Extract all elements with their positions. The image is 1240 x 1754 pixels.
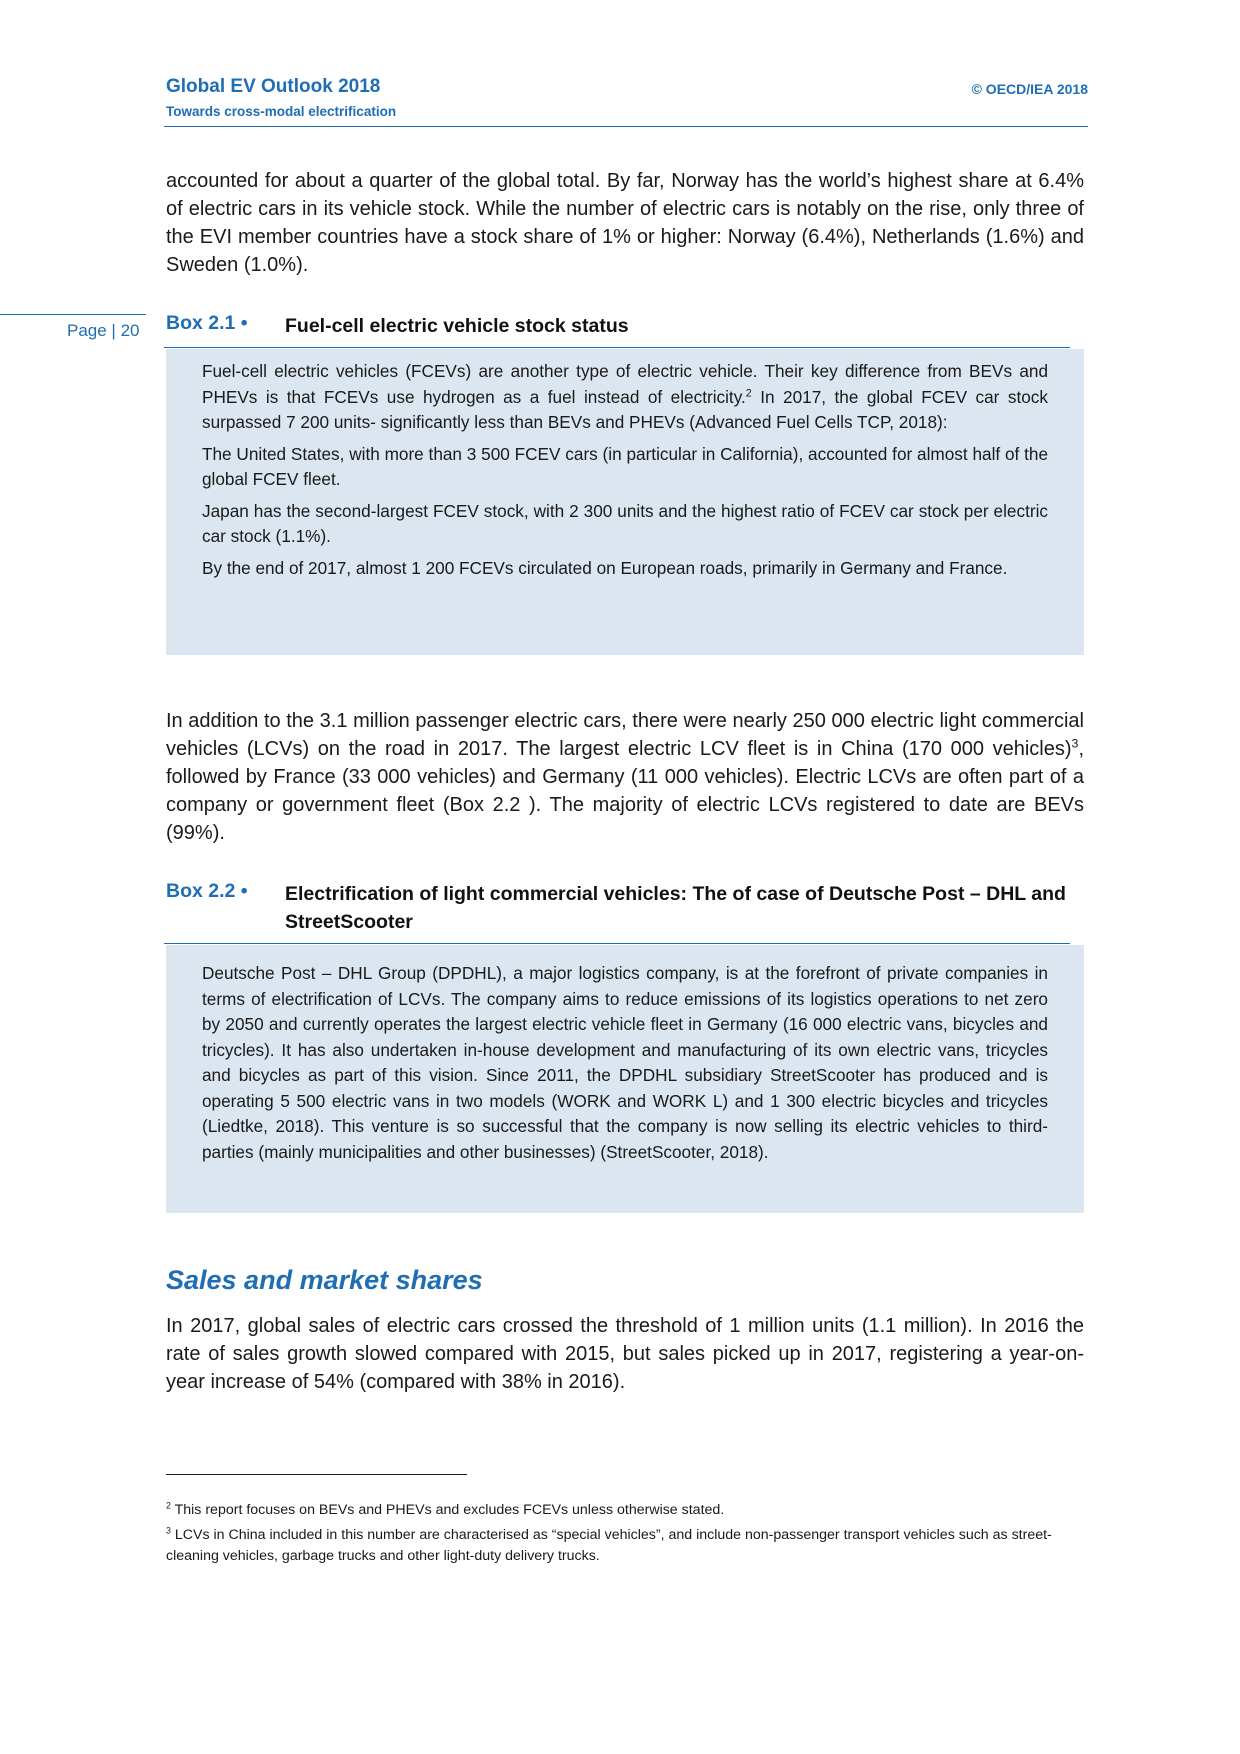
footnote-3-number: 3: [166, 1525, 171, 1536]
copyright-notice: © OECD/IEA 2018: [971, 81, 1088, 97]
box-2-2-body: [202, 961, 1048, 1171]
document-subtitle: Towards cross-modal electrification: [166, 104, 397, 119]
footnote-2: [166, 1500, 1084, 1521]
box-2-2-rule: [164, 943, 1070, 944]
document-title: Global EV Outlook 2018: [166, 76, 381, 97]
box-2-1-rule: [164, 347, 1070, 348]
paragraph-lcv: [166, 707, 1084, 847]
section-heading: Sales and market shares: [166, 1265, 483, 1295]
footnote-divider: [166, 1474, 467, 1475]
paragraph-sales: In 2017, global sales of electric cars crossed the threshold of 1 million units (1.1 million). In 2016 the rate of sales growth slowed compared with 2015, but sales picked up in 2017, registering a year-on-year increase of 54% (compared with 38% in 2016).: [166, 1315, 1084, 1393]
box-2-1-p1a: Fuel-cell electric vehicles (FCEVs) are another type of electric vehicle. Their key difference from BEVs and PHEVs is that FCEVs use hydrogen as a fuel instead of electricity.: [202, 361, 1048, 407]
page-number: Page | 20: [67, 321, 140, 340]
header-divider: [164, 126, 1088, 127]
box-2-2-title: Electrification of light commercial vehicles: The of case of Deutsche Post – DHL and StreetScooter: [285, 883, 1066, 933]
box-2-1-body: [202, 359, 1048, 587]
footnote-3-text: LCVs in China included in this number are characterised as “special vehicles”, and include non-passenger transport vehicles such as street-cleaning vehicles, garbage trucks and other light-duty delivery trucks.: [166, 1527, 1052, 1564]
footnote-ref-2: 2: [745, 386, 752, 399]
box-2-1-paragraph: The United States, with more than 3 500 FCEV cars (in particular in California), accounted for almost half of the global FCEV fleet.: [202, 443, 1048, 489]
box-2-1-label: Box 2.1 •: [166, 312, 248, 334]
box-2-1-paragraph: By the end of 2017, almost 1 200 FCEVs circulated on European roads, primarily in Germany and France.: [202, 557, 1008, 578]
box-2-1-p1b: In 2017, the global FCEV car stock surpassed 7 200 units- significantly less than BEVs and PHEVs (Advanced Fuel Cells TCP, 2018):: [202, 386, 1048, 432]
box-2-1-panel: [166, 349, 1084, 655]
box-2-2-paragraph: Deutsche Post – DHL Group (DPDHL), a major logistics company, is at the forefront of private companies in terms of electrification of LCVs. The company aims to reduce emissions of its logistics operations to net zero by 2050 and currently operates the largest electric vehicle fleet in Germany (16 000 electric vans, bicycles and tricycles). It has also undertaken in-house development and manufacturing of its own electric vans, tricycles and bicycles as part of this vision. Since 2011, the DPDHL subsidiary StreetScooter has produced and is operating 5 500 electric vans in two models (WORK and WORK L) and 1 300 electric bicycles and tricycles (Liedtke, 2018). This venture is so successful that the company is now selling its electric vehicles to third-parties (mainly municipalities and other businesses) (StreetScooter, 2018).: [202, 963, 1048, 1162]
page-number-rule: [0, 314, 146, 315]
paragraph-lcv-b: , followed by France (33 000 vehicles) and Germany (11 000 vehicles). Electric LCVs are often part of a company or government fleet (Box 2.2 ). The majority of electric LCVs registered to date are BEVs (99%).: [166, 738, 1084, 844]
box-2-2-panel: [166, 945, 1084, 1213]
footnote-2-number: 2: [166, 1500, 171, 1511]
box-2-1-paragraph: [202, 359, 1048, 436]
box-2-1-paragraph: Japan has the second-largest FCEV stock, with 2 300 units and the highest ratio of FCEV car stock per electric car stock (1.1%).: [202, 500, 1048, 546]
footnote-2-text: This report focuses on BEVs and PHEVs and excludes FCEVs unless otherwise stated.: [170, 1502, 725, 1518]
paragraph-lcv-a: In addition to the 3.1 million passenger electric cars, there were nearly 250 000 electric light commercial vehicles (LCVs) on the road in 2017. The largest electric LCV fleet is in China (170 000 vehicles): [166, 710, 1084, 760]
footnote-ref-3: 3: [1071, 736, 1079, 751]
box-2-1-title: Fuel-cell electric vehicle stock status: [285, 315, 629, 337]
paragraph-intro: accounted for about a quarter of the global total. By far, Norway has the world’s highest share at 6.4% of electric cars in its vehicle stock. While the number of electric cars is notably on the rise, only three of the EVI member countries have a stock share of 1% or higher: Norway (6.4%), Netherlands (1.6%) and Sweden (1.0%).: [166, 170, 1084, 276]
box-2-2-label: Box 2.2 •: [166, 880, 248, 902]
footnote-3: [166, 1525, 1084, 1567]
